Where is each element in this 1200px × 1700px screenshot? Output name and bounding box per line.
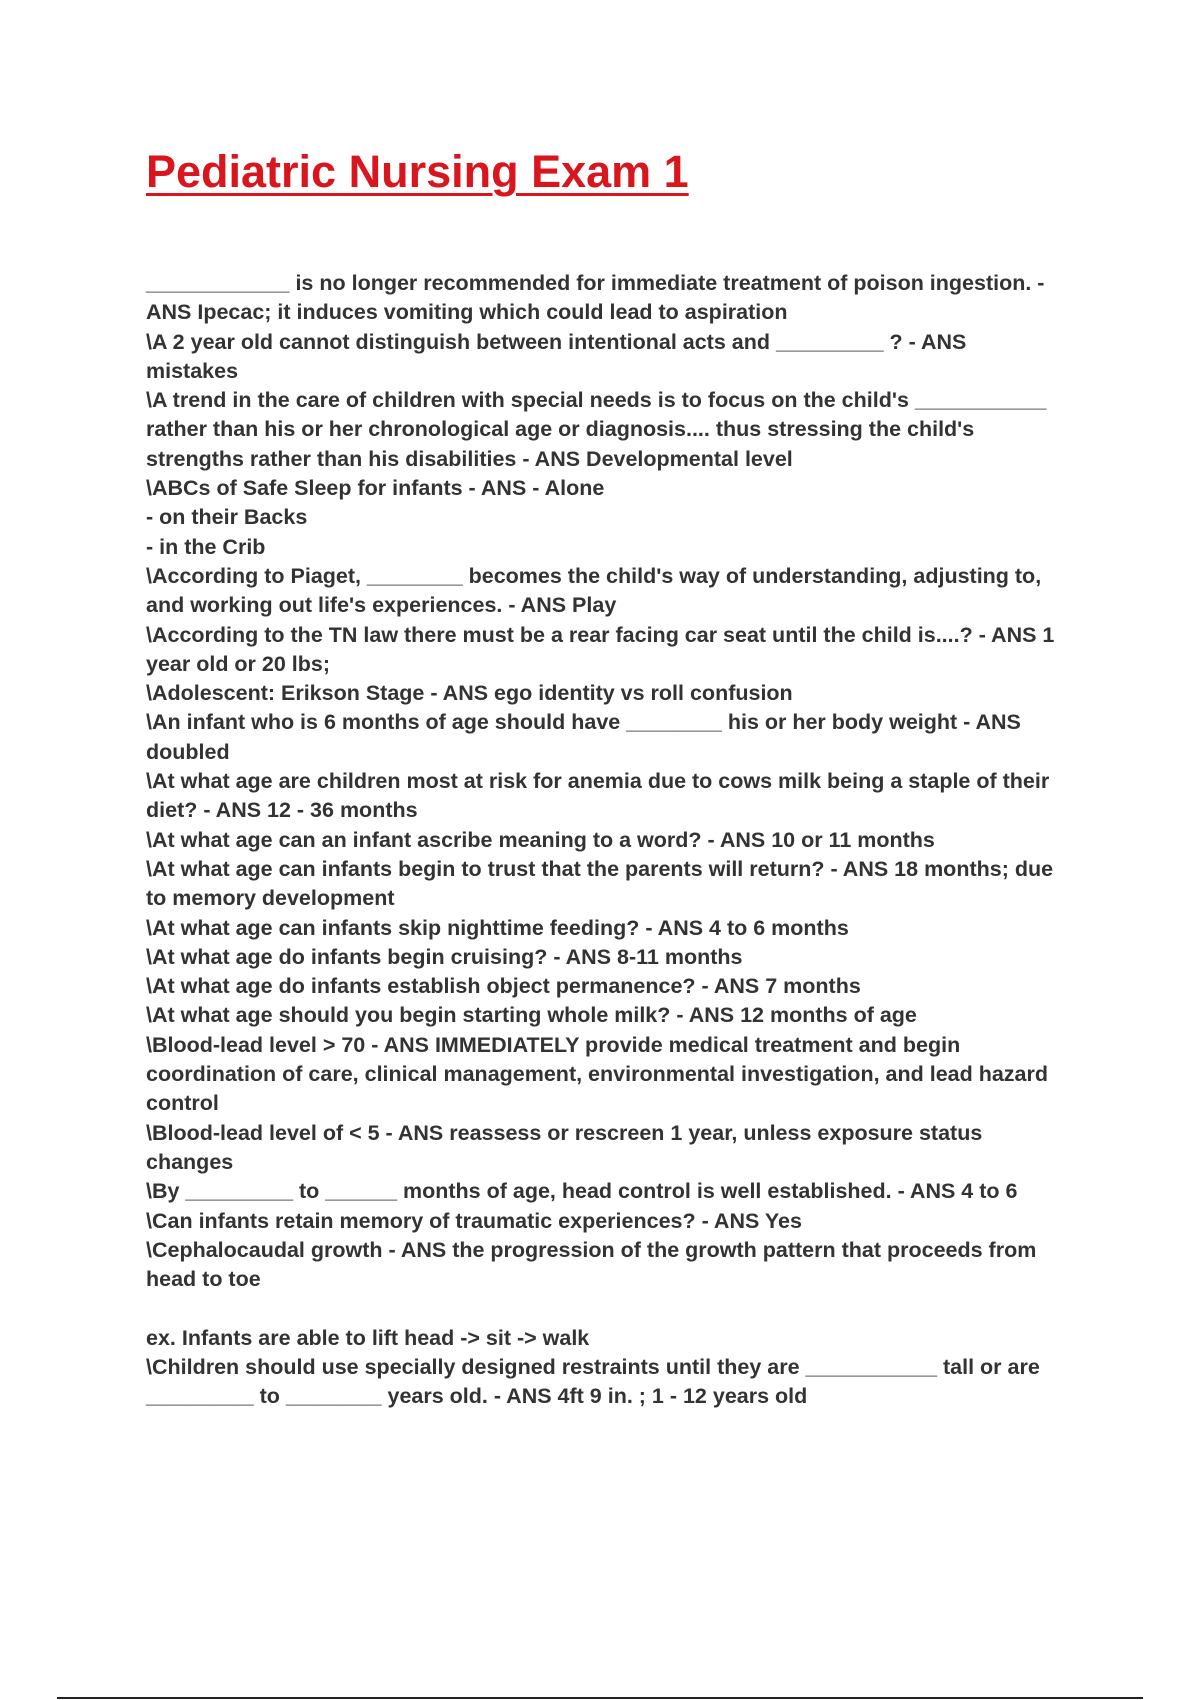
- text-line: \According to Piaget, ________ becomes the child's way of understanding, adjusting to,: [146, 563, 1042, 588]
- text-line: \At what age do infants establish object permanence? - ANS 7 months: [146, 974, 861, 999]
- text-line: - in the Crib: [146, 534, 266, 559]
- text-line: strengths rather than his disabilities - ANS Developmental level: [146, 446, 793, 471]
- text-line: doubled: [146, 739, 230, 764]
- text-line: \At what age can infants skip nighttime feeding? - ANS 4 to 6 months: [146, 915, 849, 940]
- text-line: \At what age should you begin starting whole milk? - ANS 12 months of age: [146, 1003, 917, 1028]
- text-line: \At what age are children most at risk for anemia due to cows milk being a staple of their: [146, 769, 1050, 794]
- text-line: \Adolescent: Erikson Stage - ANS ego identity vs roll confusion: [146, 681, 793, 706]
- page-title: Pediatric Nursing Exam 1: [146, 146, 689, 197]
- text-line: \Can infants retain memory of traumatic experiences? - ANS Yes: [146, 1208, 802, 1233]
- text-line: ANS Ipecac; it induces vomiting which could lead to aspiration: [146, 300, 788, 325]
- text-line: - on their Backs: [146, 505, 308, 530]
- text-line: \According to the TN law there must be a rear facing car seat until the child is....? - ANS 1: [146, 622, 1055, 647]
- text-line: to memory development: [146, 886, 395, 911]
- text-line: \Blood-lead level of < 5 - ANS reassess or rescreen 1 year, unless exposure status: [146, 1120, 983, 1145]
- page-divider: [57, 1697, 1143, 1699]
- text-line: \Cephalocaudal growth - ANS the progression of the growth pattern that proceeds from: [146, 1237, 1037, 1262]
- text-line: \ABCs of Safe Sleep for infants - ANS - Alone: [146, 476, 605, 501]
- text-line: year old or 20 lbs;: [146, 651, 331, 676]
- text-line: _________ to ________ years old. - ANS 4ft 9 in. ; 1 - 12 years old: [146, 1384, 808, 1409]
- text-line: \By _________ to ______ months of age, head control is well established. - ANS 4 to 6: [146, 1179, 1018, 1204]
- text-line: changes: [146, 1149, 234, 1174]
- text-line: mistakes: [146, 358, 239, 383]
- text-line: and working out life's experiences. - ANS Play: [146, 593, 617, 618]
- text-line: \A trend in the care of children with special needs is to focus on the child's ___________: [146, 388, 1047, 413]
- text-line: \A 2 year old cannot distinguish between intentional acts and _________ ? - ANS: [146, 329, 967, 354]
- document-body: [146, 269, 1096, 1412]
- text-line: [146, 1294, 1096, 1323]
- text-line: diet? - ANS 12 - 36 months: [146, 798, 418, 823]
- text-line: ex. Infants are able to lift head -> sit -> walk: [146, 1325, 590, 1350]
- text-line: control: [146, 1091, 219, 1116]
- text-line: \At what age can an infant ascribe meaning to a word? - ANS 10 or 11 months: [146, 827, 935, 852]
- text-line: ____________ is no longer recommended for immediate treatment of poison ingestion. -: [146, 271, 1045, 295]
- text-line: \At what age do infants begin cruising? - ANS 8-11 months: [146, 944, 743, 969]
- text-line: coordination of care, clinical management, environmental investigation, and lead hazard: [146, 1062, 1049, 1087]
- text-line: rather than his or her chronological age or diagnosis.... thus stressing the child's: [146, 417, 975, 442]
- text-line: \An infant who is 6 months of age should have ________ his or her body weight - ANS: [146, 710, 1021, 735]
- text-line: \Blood-lead level > 70 - ANS IMMEDIATELY provide medical treatment and begin: [146, 1032, 961, 1057]
- text-line: \Children should use specially designed restraints until they are ___________ tall or are: [146, 1354, 1040, 1379]
- text-line: \At what age can infants begin to trust that the parents will return? - ANS 18 months; due: [146, 856, 1054, 881]
- text-line: head to toe: [146, 1267, 261, 1292]
